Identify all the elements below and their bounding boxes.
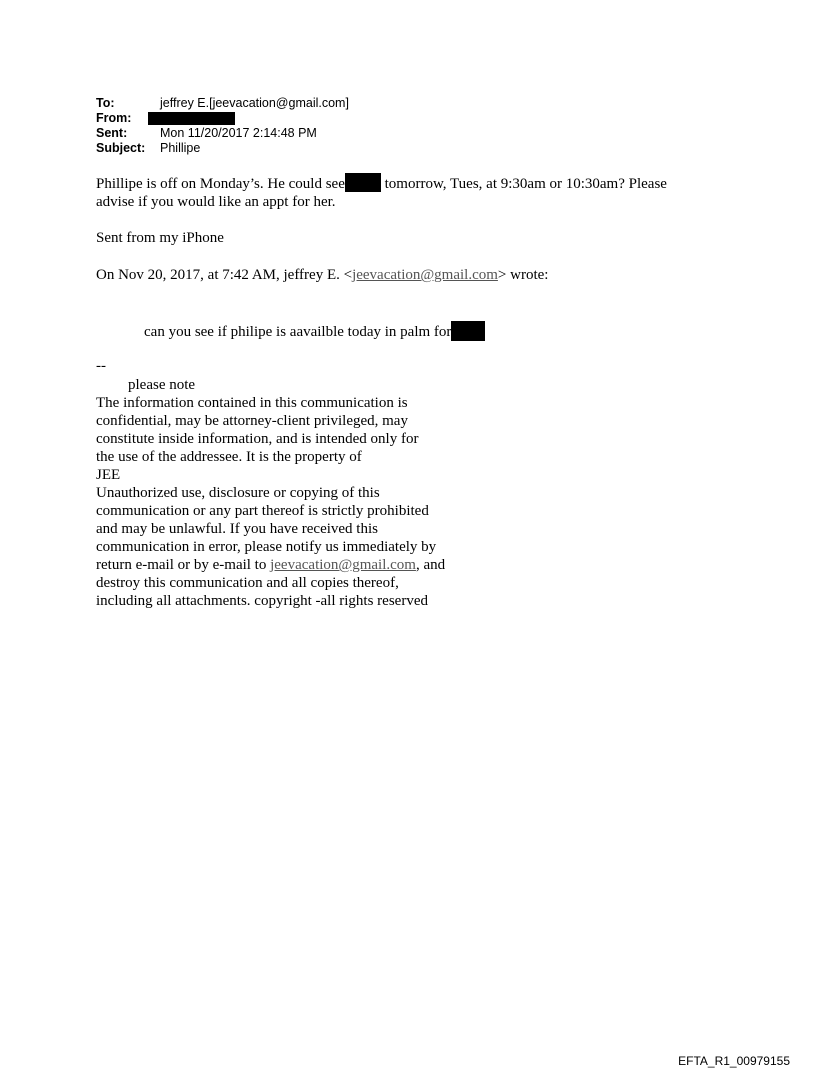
disclaimer-line: and may be unlawful. If you have received this [96,521,378,537]
disclaimer-text: , and [415,557,446,573]
sent-row [96,126,349,141]
please-note: please note [128,377,196,393]
message-paragraph [96,173,667,211]
sent-label: Sent: [96,126,128,140]
email-header [96,96,349,156]
disclaimer-line: communication in error, please notify us immediately by [96,539,437,555]
signature-line: Sent from my iPhone [96,230,224,246]
to-label: To: [96,96,115,110]
to-row [96,96,349,111]
message-line-1 [96,173,667,193]
disclaimer-text: return e-mail or by e-mail to [96,557,271,573]
disclaimer-line: The information contained in this communication is [96,395,408,411]
disclaimer-email-link[interactable]: jeevacation@gmail.com [270,557,416,573]
message-text-a: Phillipe is off on Monday’s. He could see [96,176,345,192]
redaction-box [345,173,381,192]
quote-intro-text-b: > wrote: [497,267,549,283]
disclaimer-line: including all attachments. copyright -all rights reserved [96,593,428,609]
redaction-box [148,112,235,125]
document-id: EFTA_R1_00979155 [678,1054,790,1068]
message-line-2: advise if you would like an appt for her. [96,194,336,210]
quote-intro-text-a: On Nov 20, 2017, at 7:42 AM, jeffrey E. < [96,267,353,283]
quoted-message [144,321,485,341]
signature-dashes: -- [96,358,106,374]
disclaimer-line: confidential, may be attorney-client privileged, may [96,413,408,429]
quoted-message-text: can you see if philipe is aavailble today in palm for [144,324,452,340]
to-value: jeffrey E.[jeevacation@gmail.com] [160,96,349,110]
disclaimer-line: the use of the addressee. It is the property of [96,449,362,465]
disclaimer [96,394,445,610]
redaction-box [451,321,485,341]
sender-email-link[interactable]: jeevacation@gmail.com [352,267,498,283]
subject-row [96,141,349,156]
disclaimer-line: destroy this communication and all copies thereof, [96,575,399,591]
quote-intro [96,266,548,284]
disclaimer-line: Unauthorized use, disclosure or copying of this [96,485,380,501]
from-row [96,111,349,126]
subject-label: Subject: [96,141,146,155]
disclaimer-line: communication or any part thereof is strictly prohibited [96,503,429,519]
disclaimer-line: constitute inside information, and is intended only for [96,431,419,447]
subject-value: Phillipe [160,141,201,155]
sent-value: Mon 11/20/2017 2:14:48 PM [160,126,317,140]
from-label: From: [96,111,132,125]
disclaimer-line: JEE [96,467,121,483]
disclaimer-line [96,556,445,574]
message-text-b: tomorrow, Tues, at 9:30am or 10:30am? Please [380,176,667,192]
